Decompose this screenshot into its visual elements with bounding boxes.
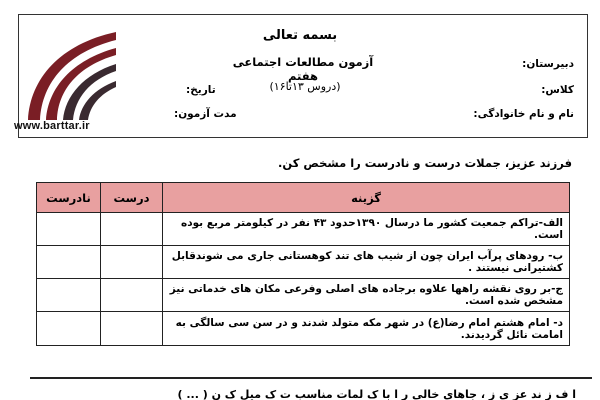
exam-title: آزمون مطالعات اجتماعی هفتم — [232, 55, 374, 83]
website-url: www.barttar.ir — [14, 120, 90, 132]
header-false: نادرست — [37, 183, 101, 213]
besmeh-heading: بسمه تعالی — [262, 28, 338, 43]
table-header-row — [37, 183, 570, 213]
student-name-label: نام و نام خانوادگی: — [473, 108, 574, 120]
table-row — [37, 246, 570, 279]
false-answer-cell[interactable] — [37, 279, 101, 312]
question-text: ج-بر روی نقشه راهها علاوه برجاده های اصلی وفرعی مکان های خدماتی نیز مشخص شده است. — [163, 279, 570, 312]
question-text: ب- رودهای پرآب ایران چون از شیب های تند کوهستانی جاری می شوندقابل کشتیرانی نیستند . — [163, 246, 570, 279]
class-label: کلاس: — [541, 84, 574, 96]
true-answer-cell[interactable] — [101, 312, 163, 346]
table-row — [37, 279, 570, 312]
table-row — [37, 312, 570, 346]
true-answer-cell[interactable] — [101, 279, 163, 312]
false-answer-cell[interactable] — [37, 246, 101, 279]
true-answer-cell[interactable] — [101, 246, 163, 279]
section-divider — [30, 377, 592, 379]
barttar-logo-icon — [20, 24, 120, 122]
header-question: گزینه — [163, 183, 570, 213]
question-text: الف-تراکم جمعیت کشور ما درسال ۱۳۹۰حدود ۴۳ نفر در کیلومتر مربع بوده است. — [163, 213, 570, 246]
true-false-table — [36, 182, 570, 346]
lessons-range: (دروس ۱۳تا۱۶) — [269, 80, 341, 93]
header-true: درست — [101, 183, 163, 213]
next-section-text: ا ف ز ند عز ی ز ، جاهای خالی ر ا با ک لمات مناسب ت ک میل ک ن ( ... ) — [177, 388, 576, 400]
question-text: د- امام هشتم امام رضا(ع) در شهر مکه متولد شدند و در سن سی سالگی به امامت نائل گردیدند. — [163, 312, 570, 346]
date-label: تاریخ: — [186, 84, 216, 96]
false-answer-cell[interactable] — [37, 213, 101, 246]
duration-label: مدت آزمون: — [174, 108, 237, 120]
true-answer-cell[interactable] — [101, 213, 163, 246]
false-answer-cell[interactable] — [37, 312, 101, 346]
logo — [18, 24, 128, 132]
table-row — [37, 213, 570, 246]
teacher-label: دبیرستان: — [522, 58, 574, 70]
instructions-text: فرزند عزیز، جملات درست و نادرست را مشخص کن. — [278, 156, 572, 170]
